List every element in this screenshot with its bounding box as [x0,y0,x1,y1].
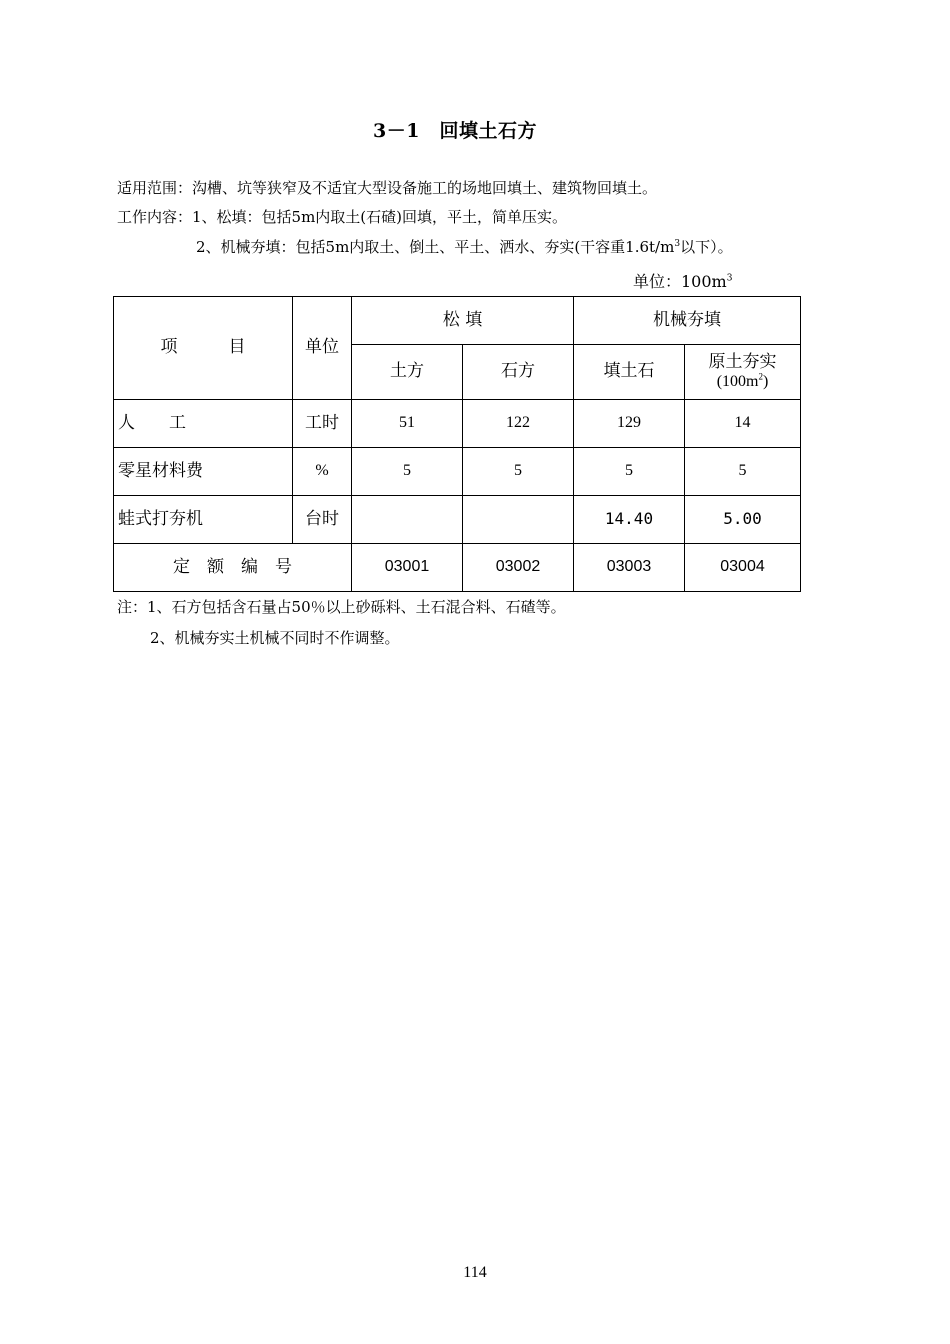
header-col-orig-close: ) [762,372,769,390]
header-col-stone: 石方 [463,345,574,400]
row-fill: 129 [574,400,685,448]
row-orig: 14 [685,400,801,448]
code-row [114,544,801,592]
row-orig: 5.00 [685,496,801,544]
header-group-loose: 松 填 [352,297,574,345]
row-unit: % [293,448,352,496]
code-fill: 03003 [574,544,685,592]
row-item: 蛙式打夯机 [114,496,293,544]
header-group-mech: 机械夯填 [574,297,801,345]
code-row-label: 定 额 编 号 [114,544,352,592]
row-item: 人 工 [114,400,293,448]
header-col-orig-line-2 [685,373,800,391]
row-stone [463,496,574,544]
unit-label [633,269,732,292]
table-row [114,448,801,496]
work-content-line-1: 工作内容：1、松填：包括5m内取土(石碴)回填，平土，简单压实。 [117,208,568,226]
work-content-line-2 [196,236,733,257]
code-earth: 03001 [352,544,463,592]
row-fill: 5 [574,448,685,496]
code-stone: 03002 [463,544,574,592]
row-earth [352,496,463,544]
page-number: 114 [463,1264,487,1281]
row-orig: 5 [685,448,801,496]
scope-text: 适用范围：沟槽、坑等狭窄及不适宜大型设备施工的场地回填土、建筑物回填土。 [117,179,658,197]
row-item: 零星材料费 [114,448,293,496]
header-col-earth: 土方 [352,345,463,400]
quota-table [113,296,801,592]
page-title: 3－1 回填土石方 [373,120,537,142]
row-earth: 5 [352,448,463,496]
work-content-line-2-main: 2、机械夯填：包括5m内取土、倒土、平土、洒水、夯实(干容重1.6t/m [196,238,675,256]
header-col-orig-sup: 2 [758,371,763,382]
header-row-1 [114,297,801,345]
table-row [114,496,801,544]
header-col-orig [685,345,801,400]
code-orig: 03004 [685,544,801,592]
header-col-fill: 填土石 [574,345,685,400]
row-unit: 台时 [293,496,352,544]
header-item: 项 目 [114,297,293,400]
header-col-orig-unit: (100m [716,372,759,390]
note-line-2: 2、机械夯实土机械不同时不作调整。 [150,629,400,647]
work-content-line-2-end: 以下）。 [680,238,733,256]
unit-sup: 3 [726,273,733,284]
note-line-1: 注：1、石方包括含石量占50％以上砂砾料、土石混合料、石碴等。 [117,598,566,616]
row-stone: 5 [463,448,574,496]
header-col-orig-line-1: 原土夯实 [708,352,777,373]
row-earth: 51 [352,400,463,448]
row-unit: 工时 [293,400,352,448]
row-stone: 122 [463,400,574,448]
unit-text: 单位：100m [633,272,727,291]
row-fill: 14.40 [574,496,685,544]
table-row [114,400,801,448]
header-unit: 单位 [293,297,352,400]
work-content-line-2-sup: 3 [674,239,681,249]
